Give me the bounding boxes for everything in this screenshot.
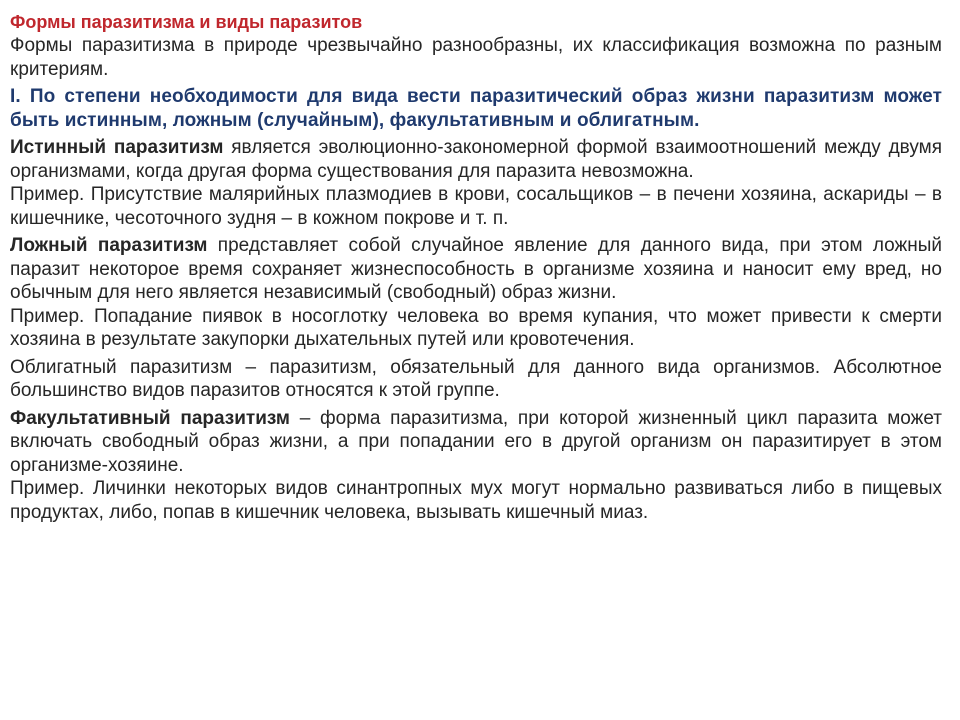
false-parasitism-paragraph [10,234,942,305]
false-parasitism-term: Ложный паразитизм [10,235,208,256]
false-parasitism-example: Пример. Попадание пиявок в носоглотку человека во время купания, что может привести к смерти хозяина в результате закупорки дыхательных путей или кровотечения. [10,305,942,350]
true-parasitism-paragraph [10,136,942,183]
facultative-parasitism-definition: – форма паразитизма, при которой жизненный цикл паразита может включать свободный образ жизни, а при попадании его в другой организм он паразитирует в этом организме-хозяине. [10,407,942,476]
obligate-parasitism-paragraph: Облигатный паразитизм – паразитизм, обязательный для данного вида организмов. Абсолютное большинство видов паразитов относятся к этой группе. [10,356,942,401]
facultative-parasitism-paragraph [10,407,942,478]
intro-paragraph: Формы паразитизма в природе чрезвычайно разнообразны, их классификация возможна по разным критериям. [10,35,942,80]
facultative-parasitism-example: Пример. Личинки некоторых видов синантропных мух могут нормально развиваться либо в пищевых продуктах, либо, попав в кишечник человека, вызывать кишечный миаз. [10,478,942,523]
slide-title: Формы паразитизма и виды паразитов [10,12,363,32]
slide-content [10,10,942,528]
true-parasitism-definition: является эволюционно-закономерной формой взаимоотношений между двумя организмами, когда другая форма существования для паразита невозможна. [10,137,942,182]
criterion-paragraph: I. По степени необходимости для вида вести паразитический образ жизни паразитизм может быть истинным, ложным (случайным), факультативным и облигатным. [10,86,942,131]
true-parasitism-example: Пример. Присутствие малярийных плазмодиев в крови, сосальщиков – в печени хозяина, аскариды – в кишечнике, чесоточного зудня – в кожном покрове и т. п. [10,184,942,229]
facultative-parasitism-term: Факультативный паразитизм [10,407,290,429]
false-parasitism-definition: представляет собой случайное явление для данного вида, при этом ложный паразит некоторое время сохраняет жизнеспособность в организме хозяина и наносит ему вред, но обычным для него является независимый (свободный) образ жизни. [10,235,942,303]
true-parasitism-term: Истинный паразитизм [10,137,224,158]
